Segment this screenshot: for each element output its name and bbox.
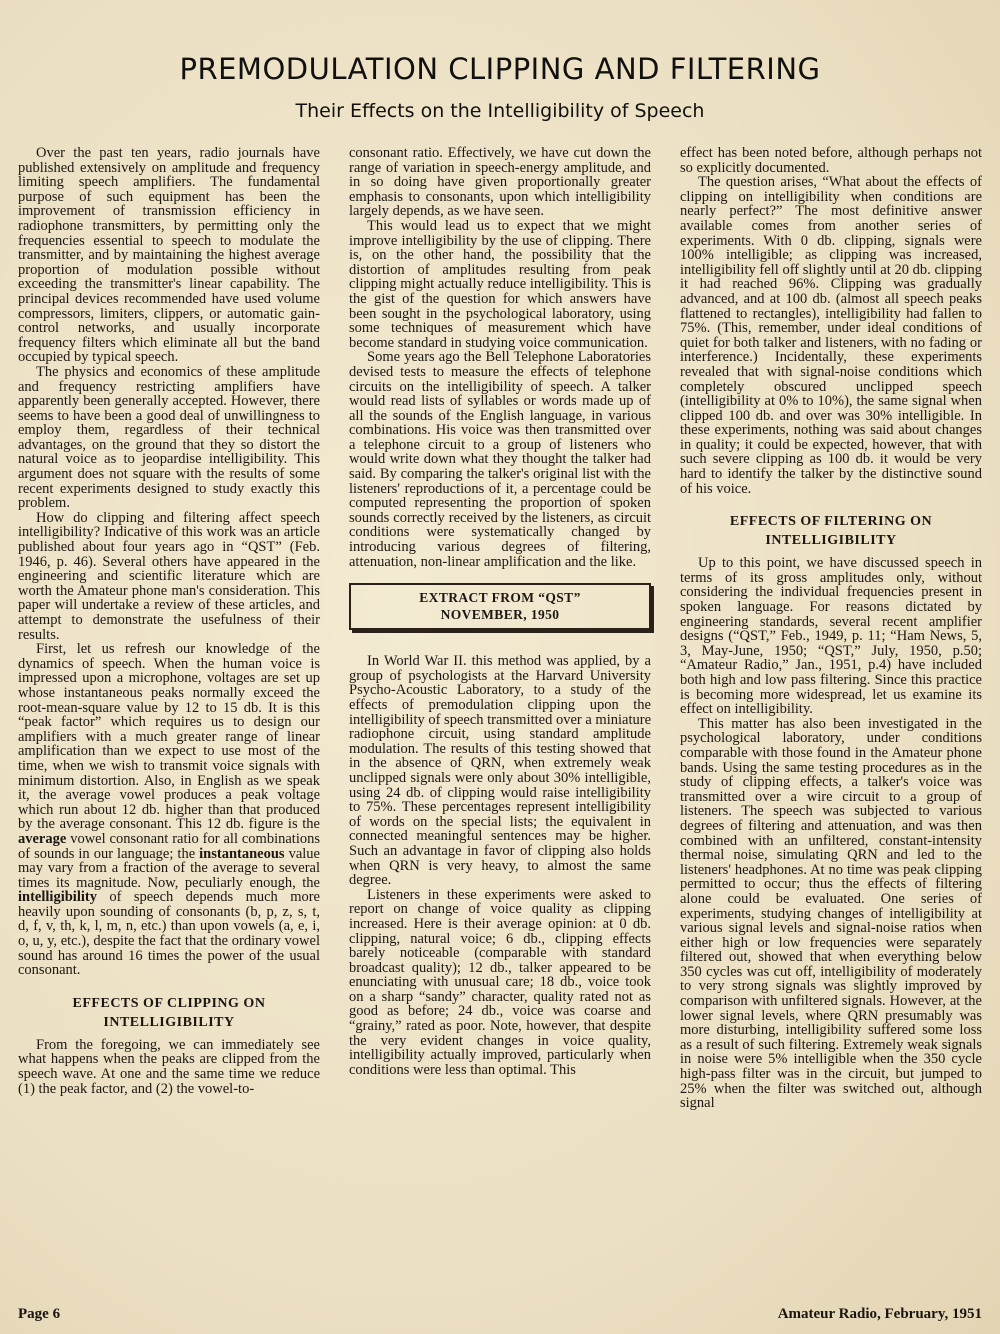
extract-date: NOVEMBER, 1950	[440, 607, 560, 623]
paragraph: The question arises, “What about the effects of clipping on intelligibility when conditions are nearly perfect?” The most definitive answer available comes from another series of experiments. With 0 db. clipping, signals were 100% intelligible; as clipping was increased, intelligibility fell off slightly until at 20 db. clipping it had reached 96%. Clipping was gradually advanced, and at 100 db. (almost all speech peaks flattened to rectangles), intelligibility had fallen to 75%. (This, remember, under ideal conditions of quiet for both talker and listeners, with no fading or interference.) Incidentally, these experiments revealed that with signal-noise conditions which completely obscured unclipped speech (intelligibility at 0% to 10%), the same signal when clipped 100 db. and over was 30% intelligible. In these experiments, nothing was said about changes in quality; it could be expected, however, that with such severe clipping as 100 db. it would be very hard to identify the talker by the distinctive sound of his voice.	[680, 174, 982, 497]
section-heading-clipping: EFFECTS OF CLIPPING ON INTELLIGIBILITY	[72, 995, 266, 1030]
paragraph: Up to this point, we have discussed speech in terms of its gross amplitudes only, without considering the individual frequencies present in spoken language. For reasons dictated by engineering standards, several recent amplifier designs (“QST,” Feb., 1949, p. 11; “Ham News, 5, 3, May-June, 1950; “QST,” July, 1950, p.50; “Amateur Radio,” Jan., 1951, p.4) have included both high and low pass filtering. Since this practice is becoming more widespread, let us examine its effect on intelligibility.	[680, 555, 982, 718]
extract-source: EXTRACT FROM “QST”	[419, 590, 581, 606]
paragraph: effect has been noted before, although perhaps not so explicitly documented.	[680, 145, 982, 176]
text-column-2	[349, 146, 651, 1077]
extract-box	[349, 583, 651, 630]
text-column-3	[680, 146, 982, 1111]
paragraph-text: value may vary from a fraction of the average to several times its magnitude. Now, peculiarly enough, the	[18, 845, 320, 891]
paragraph-text: First, let us refresh our knowledge of the dynamics of speech. When the human voice is impressed upon a microphone, voltages are set up whose instantaneous peaks normally exceed the root-mean-square value by 12 to 15 db. It is this “peak factor” which requires us to design our amplifiers with a much greater range of linear amplification than we expect to use most of the time, when we wish to transmit voice signals with minimum distortion. Also, in English as we speak it, the average vowel produces a peak voltage which run about 12 db. higher than that produced by the average consonant. This 12 db. figure is the	[18, 641, 320, 833]
paragraph: In World War II. this method was applied, by a group of psychologists at the Harvard University Psycho-Acoustic Laboratory, to a study of the effects of premodulation clipping upon the intelligibility of speech transmitted over a miniature radiophone circuit, using standard amplitude modulation. The results of this testing showed that in the absence of QRN, when extremely weak unclipped signals were only about 30% intelligible, using 24 db. of clipping would raise intelligibility to 75%. These percentages represent intelligibility of words on the special lists; the equivalent in connected meaningful sentences may be higher. Such an advantage in favor of clipping also holds when QRN is very heavy, to almost the same degree.	[349, 653, 652, 889]
paragraph-text: vowel consonant ratio for all combinations of sounds in our language; the	[18, 830, 320, 862]
paragraph: Listeners in these experiments were asked to report on change of voice quality as clipping increased. Here is their average opinion: at 0 db. clipping, natural voice; 6 db., clipping effects barely noticeable (comparable with standard broadcast quality); 12 db., talker appeared to be enunciating with unusual care; 18 db., voice took on a sharp “sandy” character, quality rated not as good as before; 24 db., voice was coarse and “grainy,” rated as poor. Note, however, that despite the very evident changes in voice quality, intelligibility actually improved, particularly when conditions were less than optimal. This	[349, 886, 651, 1078]
paragraph: From the foregoing, we can immediately see what happens when the peaks are clipped from the speech wave. At one and the same time we reduce (1) the peak factor, and (2) the vowel-to-	[18, 1036, 320, 1097]
paragraph: consonant ratio. Effectively, we have cut down the range of variation in speech-energy amplitude, and in so doing have given proportionally greater emphasis to consonants, upon which intelligibility largely depends, as we have seen.	[349, 145, 651, 220]
emphasis-average: average	[18, 830, 67, 847]
paragraph: This would lead us to expect that we might improve intelligibility by the use of clipping. There is, on the other hand, the possibility that the distortion of amplitudes resulting from peak clipping might actually reduce intelligibility. This is the gist of the question for which answers have been sought in the psychological laboratory, using some techniques of measurement which have become standard in studying voice communication.	[349, 217, 651, 351]
text-column-1	[18, 146, 320, 1096]
article-title: PREMODULATION CLIPPING AND FILTERING	[179, 52, 821, 86]
paragraph: The physics and economics of these amplitude and frequency restricting amplifiers have apparently been generally accepted. However, there seems to have been a good deal of unwillingness to employ them, regardless of their technical advantages, on the ground that they so distort the natural voice as to jeopardise intelligibility. This argument does not square with the results of some recent experiments designed to study exactly this problem.	[18, 363, 320, 512]
paragraph: Some years ago the Bell Telephone Laboratories devised tests to measure the effects of telephone circuits on the intelligibility of speech. A talker would read lists of syllables or words made up of all the sounds of the English language, in various combinations. His voice was then transmitted over a telephone circuit to a group of listeners who would write down what they thought the talker had said. By comparing the talker's original list with the listeners' reproductions of it, a percentage could be computed representing the proportion of spoken sounds correctly received by the listeners, as circuit conditions were systematically changed by introducing various degrees of filtering, attenuation, non-linear amplification and the like.	[349, 349, 651, 570]
publication-line: Amateur Radio, February, 1951	[777, 1306, 982, 1322]
page-number: Page 6	[18, 1306, 61, 1322]
paragraph: This matter has also been investigated in the psychological laboratory, under conditions comparable with those found in the Amateur phone bands. Using the same testing procedures as in the study of clipping effects, a talker's voice was transmitted over a wire circuit to a group of listeners. The speech was subjected to various degrees of filtering and attenuation, and was then combined with an unfiltered, constant-intensity thermal noise, simulating QRN and led to the listeners' headphones. At no time was peak clipping permitted to occur; thus the effects of filtering alone could be evaluated. One series of experiments, studying changes of intelligibility at various signal levels and signal-noise ratios when either high or low frequencies were separately filtered out, showed that when everything below 350 cycles was cut off, intelligibility of moderately to very strong signals was slightly improved by comparison with unfiltered signals. However, at the lower signal levels, where QRN presumably was more disturbing, intelligibility suffered some loss as a result of such filtering. Extremely weak signals in noise were 5% intelligible when the 350 cycle high-pass filter was in the circuit, but jumped to 25% when the filter was switched out, although signal	[680, 715, 982, 1112]
article-subtitle: Their Effects on the Intelligibility of Speech	[295, 100, 705, 122]
section-heading-filtering: EFFECTS OF FILTERING ON INTELLIGIBILITY	[729, 514, 933, 549]
paragraph-text: of speech depends much more heavily upon sounding of consonants (b, p, z, s, t, d, f, v, th, k, l, m, n, etc.) than upon vowels (a, e, i, o, u, y, etc.), despite the fact that the ordinary vowel sound has around 16 times the power of the usual consonant.	[18, 889, 320, 979]
emphasis-instantaneous: instantaneous	[199, 845, 285, 862]
paragraph	[18, 642, 320, 978]
emphasis-intelligibility: intelligibility	[18, 889, 97, 906]
paragraph: How do clipping and filtering affect speech intelligibility? Indicative of this work was an article published about four years ago in “QST” (Feb. 1946, p. 46). Several others have appeared in the engineering and scientific literature which are worth the Amateur phone man's consideration. This paper will undertake a review of these articles, and attempt to demonstrate the usefulness of their results.	[18, 509, 320, 643]
paragraph: Over the past ten years, radio journals have published extensively on amplitude and frequency limiting speech amplifiers. The fundamental purpose of such equipment has been the improvement of transmission efficiency in radiophone transmitters, by permitting only the frequencies essential to speech to modulate the transmitter, and by maintaining the highest average proportion of modulation possible without exceeding the transmitter's linear capability. The principal devices recommended have used volume compressors, limiters, clippers, or automatic gain-control networks, and usually incorporate frequency filters which eliminate all but the band occupied by typical speech.	[18, 145, 320, 366]
